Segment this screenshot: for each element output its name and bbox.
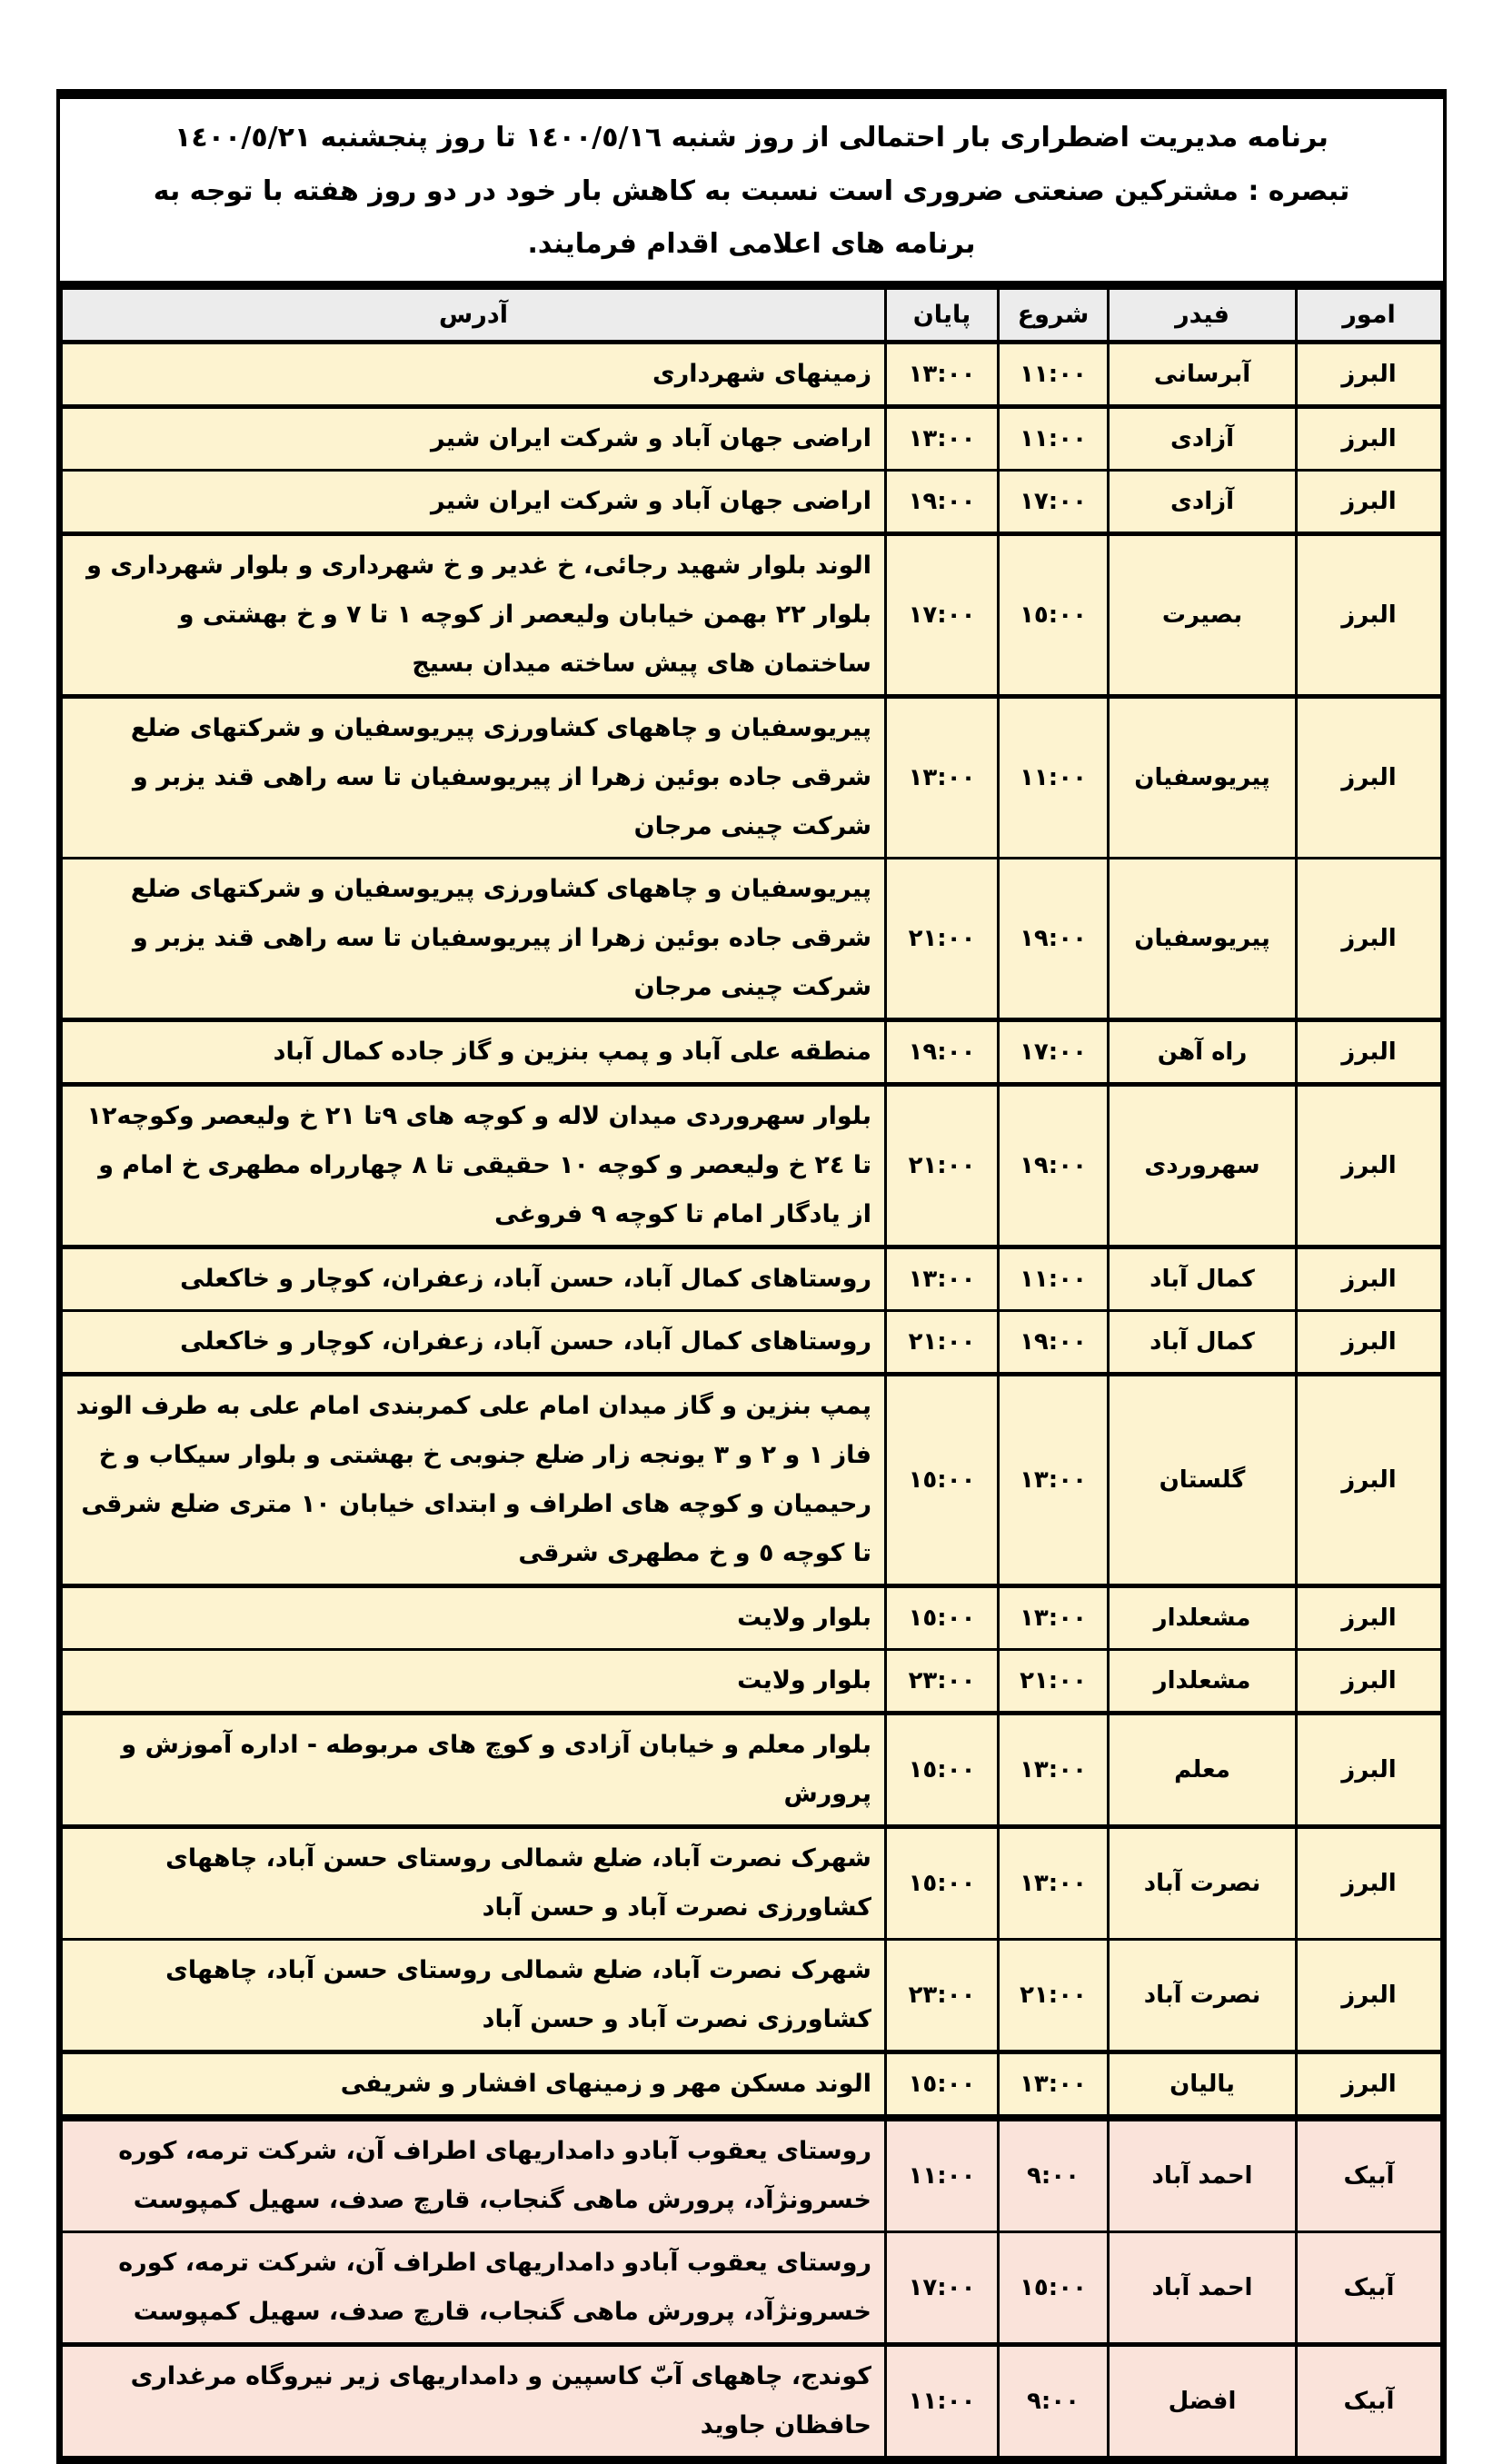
dept-cell: آبیک [1297, 2118, 1442, 2232]
feeder-cell: احمد آباد [1109, 2232, 1297, 2345]
table-row [62, 534, 1442, 697]
dept-cell: البرز [1297, 1247, 1442, 1311]
feeder-cell: معلم [1109, 1714, 1297, 1827]
address-cell: اراضی جهان آباد و شرکت ایران شیر [62, 471, 886, 534]
address-cell: کوندج، چاههای آبّ کاسپین و دامداریهای زیر نیروگاه مرغداری حافظان جاوید [62, 2345, 886, 2458]
address-cell: بلوار معلم و خیابان آزادی و کوچ های مربوطه - اداره آموزش و پرورش [62, 1714, 886, 1827]
dept-cell: البرز [1297, 1714, 1442, 1827]
start-time-cell: ١٥:٠٠ [999, 2232, 1109, 2345]
feeder-cell: پیریوسفیان [1109, 697, 1297, 859]
start-time-cell: ١٣:٠٠ [999, 2052, 1109, 2119]
dept-cell: البرز [1297, 1827, 1442, 1940]
start-time-cell: ٩:٠٠ [999, 2345, 1109, 2458]
dept-cell: البرز [1297, 1586, 1442, 1650]
address-cell: روستاهای کمال آباد، حسن آباد، زعفران، کوچار و خاکعلی [62, 1311, 886, 1375]
schedule-table-body [62, 343, 1442, 2458]
table-row [62, 1940, 1442, 2052]
end-time-cell: ٢٣:٠٠ [886, 1940, 999, 2052]
dept-cell: البرز [1297, 471, 1442, 534]
schedule-title-line1: برنامه مدیریت اضطراری بار احتمالی از روز شنبه ١٤٠٠/٥/١٦ تا روز پنجشنبه ١٤٠٠/٥/٢١ [174, 122, 1329, 154]
dept-cell: البرز [1297, 343, 1442, 407]
dept-cell: البرز [1297, 407, 1442, 471]
address-cell: منطقه علی آباد و پمپ بنزین و گاز جاده کمال آباد [62, 1020, 886, 1085]
start-time-cell: ١١:٠٠ [999, 697, 1109, 859]
end-time-cell: ١٥:٠٠ [886, 1375, 999, 1586]
table-row [62, 471, 1442, 534]
end-time-cell: ١٣:٠٠ [886, 1247, 999, 1311]
address-cell: پمپ بنزین و گاز میدان امام علی کمربندی امام علی به طرف الوند فاز ١ و ٢ و ٣ یونجه زار ضلع جنوبی خ بهشتی و بلوار سیکاب و خ رحیمیان و کوچه های اطراف و ابتدای خیابان ١٠ متری ضلع شرقی تا کوچه ٥ و خ مطهری شرقی [62, 1375, 886, 1586]
schedule-title-block [60, 99, 1443, 287]
dept-cell: البرز [1297, 1085, 1442, 1247]
feeder-cell: بصیرت [1109, 534, 1297, 697]
dept-cell: البرز [1297, 1375, 1442, 1586]
end-time-cell: ١٧:٠٠ [886, 534, 999, 697]
feeder-cell: کمال آباد [1109, 1311, 1297, 1375]
dept-cell: البرز [1297, 1020, 1442, 1085]
end-time-cell: ٢١:٠٠ [886, 859, 999, 1020]
table-row [62, 2118, 1442, 2232]
start-time-cell: ١٣:٠٠ [999, 1714, 1109, 1827]
end-time-cell: ٢١:٠٠ [886, 1085, 999, 1247]
outage-schedule-table [60, 287, 1443, 2459]
start-time-cell: ١٣:٠٠ [999, 1827, 1109, 1940]
address-cell: پیریوسفیان و چاههای کشاورزی پیریوسفیان و شرکتهای ضلع شرقی جاده بوئین زهرا از پیریوسفیان تا سه راهی قند یزبر و شرکت چینی مرجان [62, 697, 886, 859]
address-cell: پیریوسفیان و چاههای کشاورزی پیریوسفیان و شرکتهای ضلع شرقی جاده بوئین زهرا از پیریوسفیان تا سه راهی قند یزبر و شرکت چینی مرجان [62, 859, 886, 1020]
start-time-cell: ١٩:٠٠ [999, 859, 1109, 1020]
feeder-cell: پیریوسفیان [1109, 859, 1297, 1020]
table-row [62, 407, 1442, 471]
dept-cell: آبیک [1297, 2345, 1442, 2458]
table-row [62, 859, 1442, 1020]
address-cell: روستای یعقوب آبادو دامداریهای اطراف آن، شرکت ترمه، کوره خسرونژآد، پرورش ماهی گنجاب، قارچ صدف، سهیل کمپوست [62, 2118, 886, 2232]
feeder-cell: گلستان [1109, 1375, 1297, 1586]
start-time-cell: ١١:٠٠ [999, 407, 1109, 471]
table-row [62, 1375, 1442, 1586]
start-time-cell: ١٣:٠٠ [999, 1375, 1109, 1586]
dept-cell: البرز [1297, 697, 1442, 859]
table-row [62, 1714, 1442, 1827]
dept-cell: البرز [1297, 2052, 1442, 2119]
feeder-cell: کمال آباد [1109, 1247, 1297, 1311]
end-time-cell: ١٧:٠٠ [886, 2232, 999, 2345]
table-row [62, 2232, 1442, 2345]
address-cell: روستاهای کمال آباد، حسن آباد، زعفران، کوچار و خاکعلی [62, 1247, 886, 1311]
start-time-cell: ١١:٠٠ [999, 1247, 1109, 1311]
address-cell: اراضی جهان آباد و شرکت ایران شیر [62, 407, 886, 471]
table-row [62, 1650, 1442, 1714]
table-row [62, 1827, 1442, 1940]
address-cell: بلوار ولایت [62, 1650, 886, 1714]
table-row [62, 1247, 1442, 1311]
end-time-cell: ١٣:٠٠ [886, 697, 999, 859]
end-time-cell: ١٥:٠٠ [886, 2052, 999, 2119]
start-time-cell: ١٩:٠٠ [999, 1085, 1109, 1247]
end-time-cell: ١٥:٠٠ [886, 1714, 999, 1827]
end-time-cell: ١١:٠٠ [886, 2345, 999, 2458]
end-time-cell: ١١:٠٠ [886, 2118, 999, 2232]
address-cell: روستای یعقوب آبادو دامداریهای اطراف آن، شرکت ترمه، کوره خسرونژآد، پرورش ماهی گنجاب، قارچ صدف، سهیل کمپوست [62, 2232, 886, 2345]
dept-cell: البرز [1297, 859, 1442, 1020]
dept-cell: آبیک [1297, 2232, 1442, 2345]
table-row [62, 343, 1442, 407]
end-time-cell: ٢١:٠٠ [886, 1311, 999, 1375]
schedule-title-line3: برنامه های اعلامی اقدام فرمایند. [527, 228, 976, 260]
table-row [62, 1586, 1442, 1650]
feeder-cell: راه آهن [1109, 1020, 1297, 1085]
start-time-cell: ١٩:٠٠ [999, 1311, 1109, 1375]
feeder-cell: نصرت آباد [1109, 1940, 1297, 2052]
end-time-cell: ١٩:٠٠ [886, 471, 999, 534]
end-time-cell: ١٩:٠٠ [886, 1020, 999, 1085]
end-time-cell: ٢٣:٠٠ [886, 1650, 999, 1714]
table-row [62, 2052, 1442, 2119]
feeder-cell: سهروردی [1109, 1085, 1297, 1247]
end-time-cell: ١٣:٠٠ [886, 343, 999, 407]
feeder-cell: مشعلدار [1109, 1586, 1297, 1650]
feeder-cell: آزادی [1109, 407, 1297, 471]
table-row [62, 1085, 1442, 1247]
end-time-cell: ١٥:٠٠ [886, 1827, 999, 1940]
start-time-cell: ٩:٠٠ [999, 2118, 1109, 2232]
schedule-title-line2: تبصره : مشترکین صنعتی ضروری است نسبت به کاهش بار خود در دو روز هفته با توجه به [153, 174, 1350, 207]
start-time-cell: ٢١:٠٠ [999, 1650, 1109, 1714]
column-header-address: آدرس [62, 288, 886, 343]
feeder-cell: آبرسانی [1109, 343, 1297, 407]
column-header-start: شروع [999, 288, 1109, 343]
address-cell: شهرک نصرت آباد، ضلع شمالی روستای حسن آباد، چاههای کشاورزی نصرت آباد و حسن آباد [62, 1940, 886, 2052]
end-time-cell: ١٣:٠٠ [886, 407, 999, 471]
start-time-cell: ١٧:٠٠ [999, 471, 1109, 534]
dept-cell: البرز [1297, 1311, 1442, 1375]
feeder-cell: مشعلدار [1109, 1650, 1297, 1714]
start-time-cell: ١٣:٠٠ [999, 1586, 1109, 1650]
dept-cell: البرز [1297, 1650, 1442, 1714]
feeder-cell: نصرت آباد [1109, 1827, 1297, 1940]
column-header-end: پایان [886, 288, 999, 343]
address-cell: زمینهای شهرداری [62, 343, 886, 407]
feeder-cell: آزادی [1109, 471, 1297, 534]
feeder-cell: یالیان [1109, 2052, 1297, 2119]
feeder-cell: افضل [1109, 2345, 1297, 2458]
start-time-cell: ٢١:٠٠ [999, 1940, 1109, 2052]
column-header-dept: امور [1297, 288, 1442, 343]
table-row [62, 2345, 1442, 2458]
dept-cell: البرز [1297, 534, 1442, 697]
start-time-cell: ١١:٠٠ [999, 343, 1109, 407]
address-cell: شهرک نصرت آباد، ضلع شمالی روستای حسن آباد، چاههای کشاورزی نصرت آباد و حسن آباد [62, 1827, 886, 1940]
table-row [62, 1311, 1442, 1375]
start-time-cell: ١٧:٠٠ [999, 1020, 1109, 1085]
start-time-cell: ١٥:٠٠ [999, 534, 1109, 697]
table-row [62, 697, 1442, 859]
address-cell: بلوار سهروردی میدان لاله و کوچه های ٩تا ٢١ خ ولیعصر وکوچه١٢ تا ٢٤ خ ولیعصر و کوچه ١٠ حقیقی تا ٨ چهارراه مطهری خ امام و از یادگار امام تا کوچه ٩ فروغی [62, 1085, 886, 1247]
outage-schedule-sheet [56, 89, 1447, 2464]
dept-cell: البرز [1297, 1940, 1442, 2052]
address-cell: الوند بلوار شهید رجائی، خ غدیر و خ شهرداری و بلوار شهرداری و بلوار ٢٢ بهمن خیابان ولیعصر از کوچه ١ تا ٧ و خ بهشتی و ساختمان های پیش ساخته میدان بسیج [62, 534, 886, 697]
feeder-cell: احمد آباد [1109, 2118, 1297, 2232]
table-row [62, 1020, 1442, 1085]
column-header-feeder: فیدر [1109, 288, 1297, 343]
column-header-row [62, 288, 1442, 343]
address-cell: بلوار ولایت [62, 1586, 886, 1650]
end-time-cell: ١٥:٠٠ [886, 1586, 999, 1650]
address-cell: الوند مسکن مهر و زمینهای افشار و شریفی [62, 2052, 886, 2119]
